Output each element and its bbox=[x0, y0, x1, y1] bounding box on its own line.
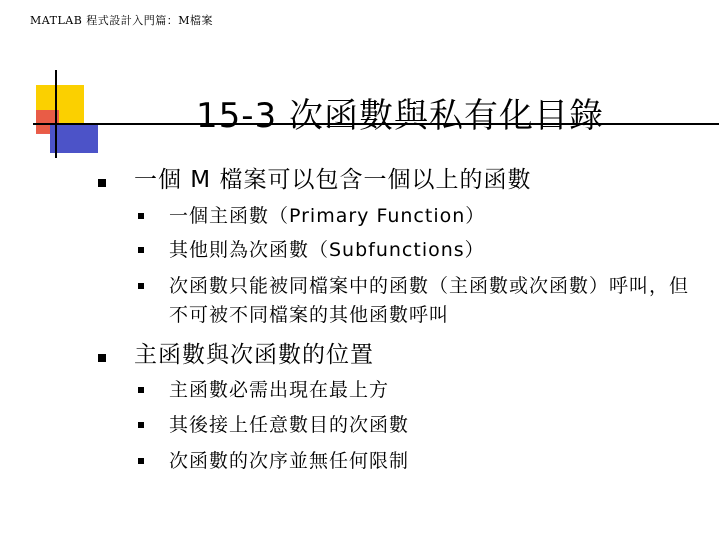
header-text: MATLAB 程式設計入門篇：M檔案 bbox=[30, 14, 214, 27]
sub-bullet-text: 其後接上任意數目的次函數 bbox=[169, 414, 410, 436]
bullet-text: 主函數與次函數的位置 bbox=[134, 342, 374, 368]
sub-bullet-text: 一個主函數（Primary Function） bbox=[169, 205, 486, 227]
sub-bullet bbox=[138, 376, 389, 405]
sub-bullet bbox=[138, 202, 485, 231]
sub-bullet-text: 其他則為次函數（Subfunctions） bbox=[169, 239, 485, 261]
sub-bullet-text: 次函數只能被同檔案中的函數（主函數或次函數）呼叫，但不可被不同檔案的其他函數呼叫 bbox=[169, 275, 690, 326]
sub-bullet bbox=[138, 411, 409, 440]
square-bullet-icon bbox=[138, 283, 144, 289]
sub-bullet bbox=[138, 447, 409, 476]
bullet-section-2 bbox=[98, 340, 374, 370]
square-bullet-icon bbox=[138, 387, 144, 393]
square-bullet-icon bbox=[98, 179, 106, 187]
sub-bullet-text: 次函數的次序並無任何限制 bbox=[169, 450, 410, 472]
square-bullet-icon bbox=[138, 247, 144, 253]
slide-title: 15-3 次函數與私有化目錄 bbox=[196, 96, 604, 136]
square-bullet-icon bbox=[98, 354, 106, 362]
sub-bullet bbox=[138, 272, 699, 330]
square-bullet-icon bbox=[138, 422, 144, 428]
square-bullet-icon bbox=[138, 213, 144, 219]
sub-bullet-text: 主函數必需出現在最上方 bbox=[169, 379, 390, 401]
sub-bullet bbox=[138, 236, 485, 265]
bullet-section-1 bbox=[98, 165, 531, 195]
bullet-text: 一個 M 檔案可以包含一個以上的函數 bbox=[134, 167, 532, 193]
square-bullet-icon bbox=[138, 458, 144, 464]
